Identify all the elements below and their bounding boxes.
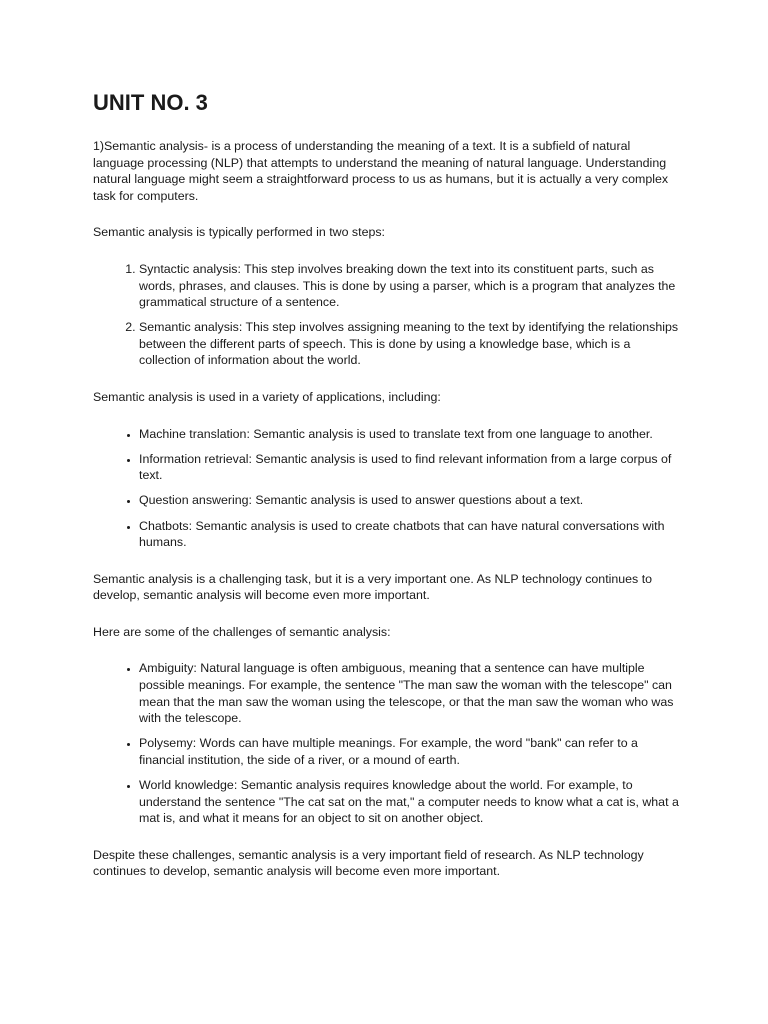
challenge-item-world-knowledge: • World knowledge: Semantic analysis requires knowledge about the world. For example, to understand the sentence "The cat sat on the mat," a computer needs to know what a cat is, what a mat is, and what it means for an object to sit on another object. bbox=[139, 777, 683, 827]
importance-paragraph: Semantic analysis is a challenging task, but it is a very important one. As NLP technology continues to develop, semantic analysis will become even more important. bbox=[93, 571, 653, 603]
conclusion-paragraph: Despite these challenges, semantic analysis is a very important field of research. As NLP technology continues to develop, semantic analysis will become even more important. bbox=[93, 847, 644, 879]
step-item-2: 2. Semantic analysis: This step involves assigning meaning to the text by identifying the relationships between the different parts of speech. This is done by using a knowledge base, which is a collection of information about the world. bbox=[139, 319, 683, 369]
application-item-chatbots: • Chatbots: Semantic analysis is used to create chatbots that can have natural conversations with humans. bbox=[139, 518, 683, 551]
intro-paragraph: 1)Semantic analysis- is a process of understanding the meaning of a text. It is a subfield of natural language processing (NLP) that attempts to understand the meaning of natural language. Understanding natural language might seem a straightforward process to us as humans, but it is actually a very complex task for computers. bbox=[93, 139, 669, 203]
challenge-item-polysemy: • Polysemy: Words can have multiple meanings. For example, the word "bank" can refer to a financial institution, the side of a river, or a mound of earth. bbox=[139, 735, 683, 768]
steps-heading: Semantic analysis is typically performed in two steps: bbox=[93, 225, 385, 240]
step-item-1: 1. Syntactic analysis: This step involves breaking down the text into its constituent parts, such as words, phrases, and clauses. This is done by using a parser, which is a program that analyzes the grammatical structure of a sentence. bbox=[139, 261, 683, 311]
challenges-list bbox=[93, 660, 683, 826]
challenge-item-ambiguity: • Ambiguity: Natural language is often ambiguous, meaning that a sentence can have multiple possible meanings. For example, the sentence "The man saw the woman with the telescope" can mean that the man saw the woman using the telescope, or that the man saw the woman who was with the telescope. bbox=[139, 660, 683, 726]
steps-list bbox=[93, 261, 683, 369]
application-item-information-retrieval: • Information retrieval: Semantic analysis is used to find relevant information from a large corpus of text. bbox=[139, 451, 683, 484]
application-item-machine-translation: • Machine translation: Semantic analysis is used to translate text from one language to another. bbox=[139, 426, 683, 443]
document-page bbox=[93, 88, 683, 900]
document-title: UNIT NO. 3 bbox=[93, 90, 208, 115]
challenges-heading: Here are some of the challenges of semantic analysis: bbox=[93, 624, 391, 639]
applications-heading: Semantic analysis is used in a variety of applications, including: bbox=[93, 390, 441, 405]
application-item-question-answering: • Question answering: Semantic analysis is used to answer questions about a text. bbox=[139, 492, 683, 509]
applications-list bbox=[93, 426, 683, 551]
